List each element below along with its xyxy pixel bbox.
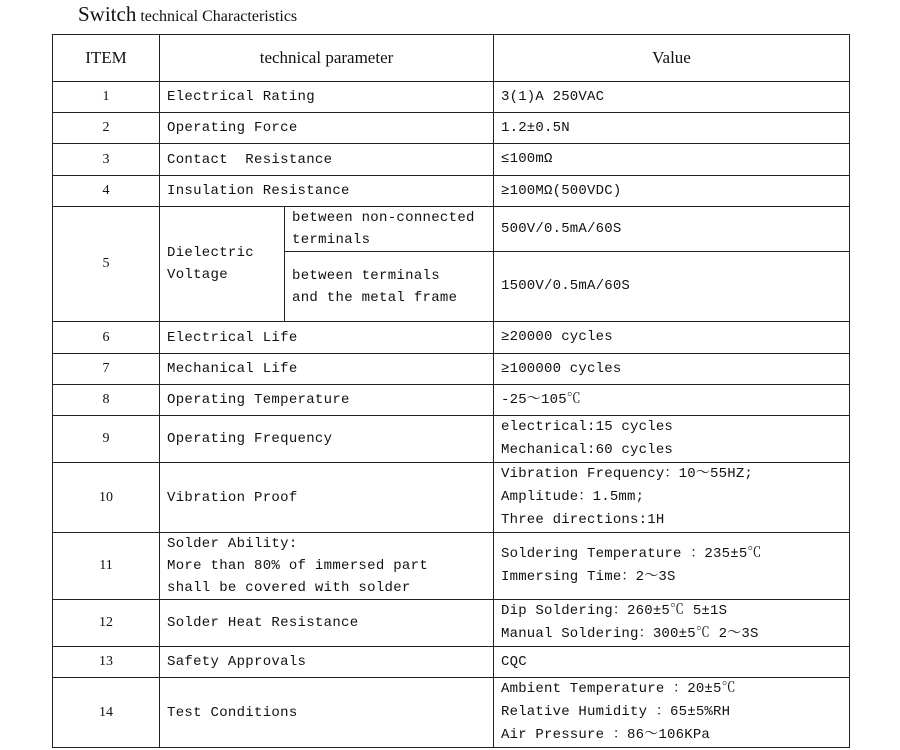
value-line: Ambient Temperature ：20±5℃ xyxy=(501,681,736,697)
header-parameter: technical parameter xyxy=(160,35,494,82)
sub-parameter-line: between non-connected xyxy=(292,210,475,226)
item-number: 1 xyxy=(53,82,160,113)
value-line: CQC xyxy=(501,653,527,670)
item-number: 10 xyxy=(53,463,160,533)
value-line: 3(1)A 250VAC xyxy=(501,88,605,105)
parameter-line: Solder Ability: xyxy=(167,536,298,552)
value-cell xyxy=(494,647,850,678)
parameter-line: More than 80% of immersed part xyxy=(167,558,429,574)
value-line: 1.2±0.5N xyxy=(501,119,570,136)
value-cell xyxy=(494,113,850,144)
value-cell xyxy=(494,463,850,533)
title-part1: Switch xyxy=(78,2,137,26)
item-number: 3 xyxy=(53,144,160,176)
parameter-cell: Safety Approvals xyxy=(160,647,494,678)
value-cell xyxy=(494,82,850,113)
spec-table xyxy=(52,34,850,748)
table-row xyxy=(53,647,850,678)
value-cell xyxy=(494,533,850,600)
table-row xyxy=(53,207,850,252)
item-number: 12 xyxy=(53,600,160,647)
value-cell xyxy=(494,354,850,385)
value-line: Air Pressure ：86～106KPa xyxy=(501,727,711,743)
table-row xyxy=(53,678,850,748)
parameter-cell: Contact Resistance xyxy=(160,144,494,176)
table-row xyxy=(53,322,850,354)
value-line: 1500V/0.5mA/60S xyxy=(501,278,631,294)
parameter-cell: Operating Temperature xyxy=(160,385,494,416)
item-number: 7 xyxy=(53,354,160,385)
item-number: 8 xyxy=(53,385,160,416)
value-cell xyxy=(494,322,850,354)
value-line: Immersing Time：2～3S xyxy=(501,569,676,585)
table-row xyxy=(53,385,850,416)
header-item: ITEM xyxy=(53,35,160,82)
item-number: 13 xyxy=(53,647,160,678)
sub-parameter-cell xyxy=(285,252,494,322)
parameter-cell: Operating Force xyxy=(160,113,494,144)
value-line: ≤100mΩ xyxy=(501,151,553,167)
value-line: Vibration Frequency：10～55HZ; xyxy=(501,466,754,482)
parameter-cell xyxy=(160,207,285,322)
table-row xyxy=(53,533,850,600)
item-number: 14 xyxy=(53,678,160,748)
parameter-cell: Mechanical Life xyxy=(160,354,494,385)
item-number: 6 xyxy=(53,322,160,354)
parameter-cell: Electrical Life xyxy=(160,322,494,354)
table-row xyxy=(53,176,850,207)
item-number: 4 xyxy=(53,176,160,207)
value-line: Manual Soldering：300±5℃ 2～3S xyxy=(501,626,759,642)
table-row xyxy=(53,600,850,647)
value-cell xyxy=(494,144,850,176)
table-row xyxy=(53,463,850,533)
value-line: Three directions:1H xyxy=(501,512,665,528)
parameter-cell: Vibration Proof xyxy=(160,463,494,533)
value-line: ≥100000 cycles xyxy=(501,360,622,377)
table-row xyxy=(53,416,850,463)
value-line: Soldering Temperature ：235±5℃ xyxy=(501,546,762,562)
value-cell xyxy=(494,176,850,207)
item-number: 11 xyxy=(53,533,160,600)
parameter-line: Dielectric xyxy=(167,245,255,261)
item-number: 5 xyxy=(53,207,160,322)
header-value: Value xyxy=(494,35,850,82)
table-row xyxy=(53,144,850,176)
table-row xyxy=(53,113,850,144)
page-title xyxy=(78,2,297,27)
value-line: Relative Humidity ：65±5%RH xyxy=(501,704,731,720)
parameter-line: shall be covered with solder xyxy=(167,580,411,596)
value-cell xyxy=(494,678,850,748)
value-cell xyxy=(494,207,850,252)
item-number: 9 xyxy=(53,416,160,463)
parameter-cell: Electrical Rating xyxy=(160,82,494,113)
parameter-cell: Operating Frequency xyxy=(160,416,494,463)
value-line: Mechanical:60 cycles xyxy=(501,442,674,458)
item-number: 2 xyxy=(53,113,160,144)
value-line: -25～105℃ xyxy=(501,391,582,408)
sub-parameter-line: terminals xyxy=(292,232,371,248)
parameter-line: Voltage xyxy=(167,267,228,283)
value-line: Dip Soldering：260±5℃ 5±1S xyxy=(501,603,728,619)
sub-parameter-line: between terminals xyxy=(292,267,440,284)
value-cell xyxy=(494,385,850,416)
value-line: electrical:15 cycles xyxy=(501,419,674,435)
parameter-cell: Solder Heat Resistance xyxy=(160,600,494,647)
value-cell xyxy=(494,416,850,463)
value-line: Amplitude：1.5mm; xyxy=(501,489,645,505)
value-line: 500V/0.5mA/60S xyxy=(501,220,622,237)
title-part2: technical Characteristics xyxy=(136,8,298,25)
value-line: ≥100MΩ(500VDC) xyxy=(501,182,622,199)
parameter-cell: Test Conditions xyxy=(160,678,494,748)
value-cell xyxy=(494,600,850,647)
table-row xyxy=(53,82,850,113)
header-row xyxy=(53,35,850,82)
parameter-cell xyxy=(160,533,494,600)
parameter-cell: Insulation Resistance xyxy=(160,176,494,207)
value-line: ≥20000 cycles xyxy=(501,329,613,345)
value-cell xyxy=(494,252,850,322)
sub-parameter-cell xyxy=(285,207,494,252)
table-row xyxy=(53,354,850,385)
sub-parameter-line: and the metal frame xyxy=(292,289,458,306)
